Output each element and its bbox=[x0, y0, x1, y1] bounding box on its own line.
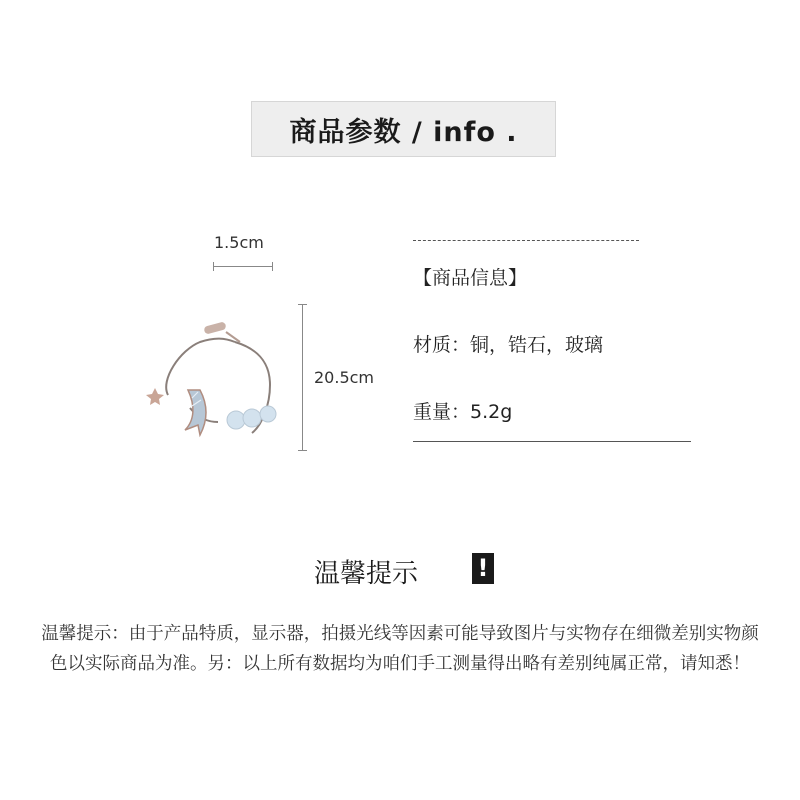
material-info: 材质：铜，锆石，玻璃 bbox=[413, 334, 604, 356]
starfish-charm bbox=[146, 388, 164, 405]
page-title: 商品参数 / info . bbox=[251, 101, 556, 157]
info-bottom-divider bbox=[413, 441, 691, 442]
bracelet-product-image bbox=[140, 310, 290, 450]
notice-body: 温馨提示：由于产品特质，显示器，拍摄光线等因素可能导致图片与实物存在细微差别实物颜色以实际商品为准。另：以上所有数据均为咱们手工测量得出略有差别纯属正常，请知悉！ bbox=[41, 624, 759, 674]
weight-info: 重量：5.2g bbox=[413, 401, 513, 423]
opal-bead-3 bbox=[260, 406, 276, 422]
product-info-heading: 【商品信息】 bbox=[413, 267, 528, 289]
mermaid-tail-charm bbox=[185, 390, 206, 435]
opal-bead-1 bbox=[227, 411, 245, 429]
info-top-divider bbox=[413, 240, 639, 241]
length-dimension-line bbox=[302, 304, 303, 451]
width-dimension-line bbox=[213, 266, 273, 267]
opal-bead-2 bbox=[243, 409, 261, 427]
length-dimension-label: 20.5cm bbox=[314, 368, 375, 387]
notice-title: 温馨提示 bbox=[314, 559, 419, 589]
exclamation-icon: ! bbox=[472, 553, 494, 584]
width-dimension-label: 1.5cm bbox=[214, 233, 264, 252]
lobster-clasp bbox=[203, 321, 226, 334]
